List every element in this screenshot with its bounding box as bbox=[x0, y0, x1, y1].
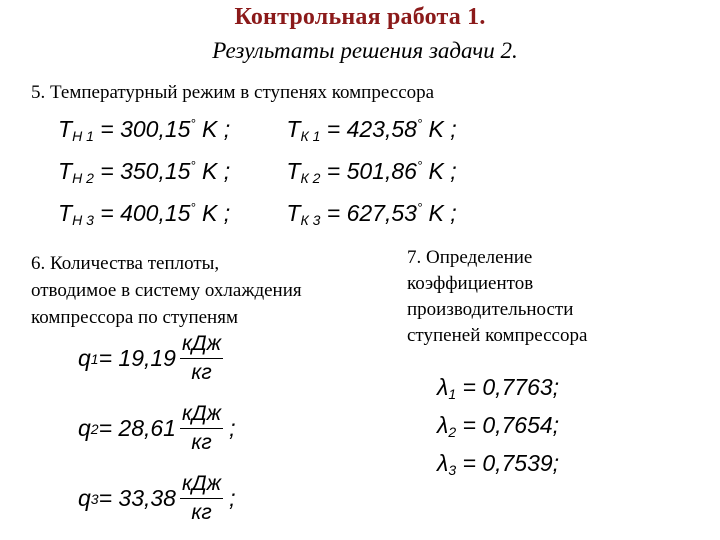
section-6-line-2: отводимое в систему охлаждения bbox=[31, 280, 302, 301]
section-6-line-3: компрессора по ступеням bbox=[31, 307, 238, 328]
capacity-coefficient-2: $\lambda_2 = 0,7654$; bbox=[437, 412, 560, 440]
outlet-temperature-1: $T_{К 1} = 423,58^\circ$ K ; bbox=[286, 116, 457, 144]
unit-fraction: $\frac{\text{кДж}}{кг}$ bbox=[181, 332, 222, 384]
temperature-row-3 bbox=[58, 200, 457, 228]
temperature-row-2 bbox=[58, 158, 457, 186]
section-7-line-2: коэффициентов bbox=[407, 273, 534, 294]
section-6-line-1: 6. Количества теплоты, bbox=[31, 253, 220, 274]
section-7-line-3: производительности bbox=[407, 299, 574, 320]
unit-fraction: $\frac{\text{кДж}}{кг}$ bbox=[181, 472, 222, 524]
section-7-line-4: ступеней компрессора bbox=[407, 325, 588, 346]
section-5-heading: 5. Температурный режим в ступенях компрессора bbox=[31, 82, 435, 103]
temperature-row-1 bbox=[58, 116, 457, 144]
outlet-temperature-3: $T_{К 3} = 627,53^\circ$ K ; bbox=[286, 200, 457, 228]
unit-fraction: $\frac{\text{кДж}}{кг}$ bbox=[181, 402, 222, 454]
inlet-temperature-1: $T_{Н 1} = 300,15^\circ$ K ; bbox=[58, 116, 231, 144]
slide-title: Контрольная работа 1. bbox=[234, 4, 486, 30]
capacity-coefficient-3: $\lambda_3 = 0,7539$; bbox=[437, 450, 560, 478]
inlet-temperature-3: $T_{Н 3} = 400,15^\circ$ K ; bbox=[58, 200, 231, 228]
inlet-temperature-2: $T_{Н 2} = 350,15^\circ$ K ; bbox=[58, 158, 231, 186]
section-6-heading bbox=[31, 250, 391, 331]
section-7-heading bbox=[407, 245, 707, 349]
outlet-temperature-2: $T_{К 2} = 501,86^\circ$ K ; bbox=[286, 158, 457, 186]
heat-row-3: q 3 = 33,38 $\frac{\text{кДж}}{кг}$ ; bbox=[78, 472, 236, 524]
heat-row-1: q 1 = 19,19 $\frac{\text{кДж}}{кг}$ bbox=[78, 332, 222, 384]
heat-row-2: q 2 = 28,61 $\frac{\text{кДж}}{кг}$ ; bbox=[78, 402, 236, 454]
section-7-line-1: 7. Определение bbox=[407, 247, 533, 268]
capacity-coefficient-1: $\lambda_1 = 0,7763$; bbox=[437, 374, 560, 402]
slide-subtitle: Результаты решения задачи 2. bbox=[212, 38, 518, 63]
